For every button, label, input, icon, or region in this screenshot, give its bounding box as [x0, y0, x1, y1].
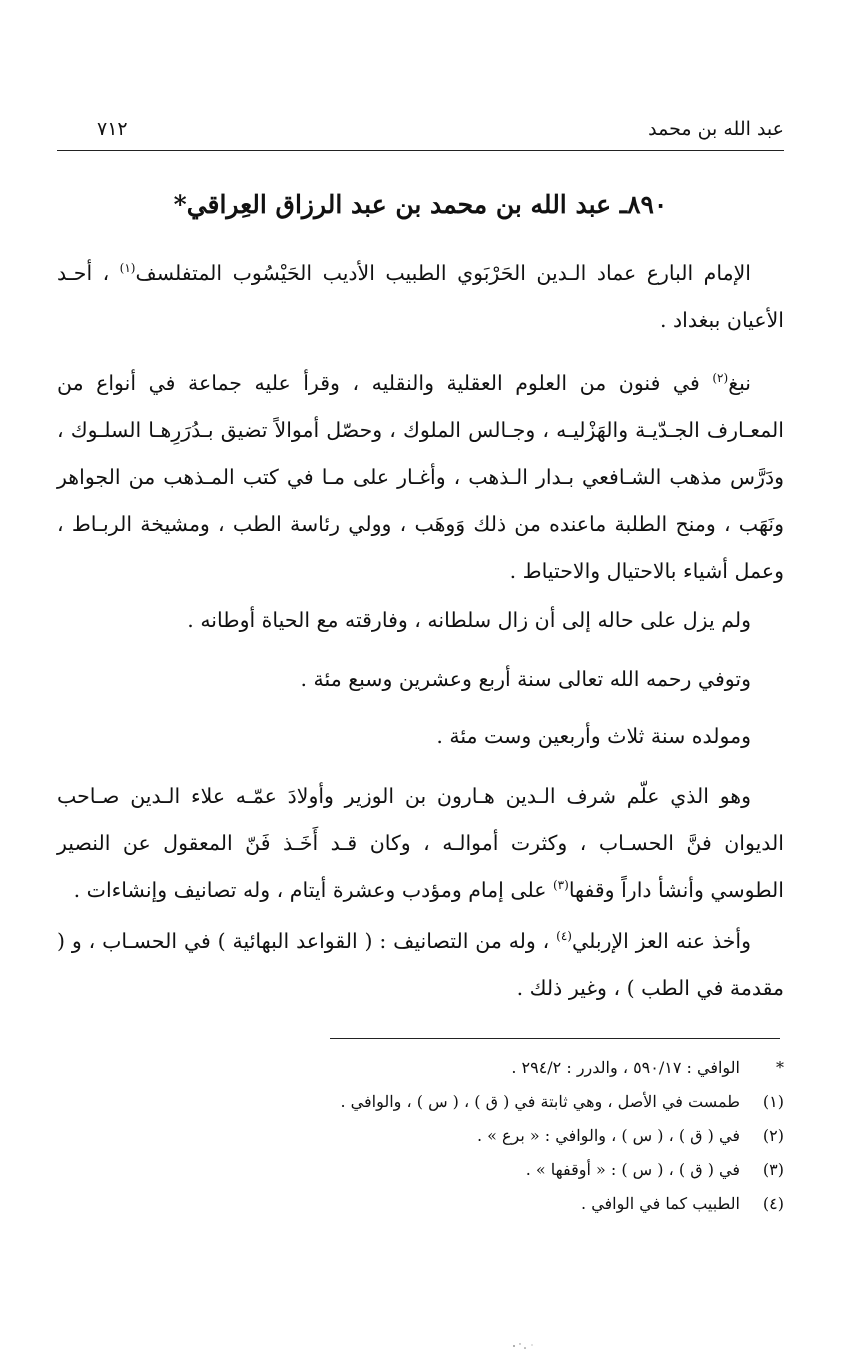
page-number: ٧١٢ — [97, 118, 128, 140]
paragraph-text: وأخذ عنه العز الإربلي — [571, 929, 751, 953]
paragraph-works — [57, 918, 784, 1012]
footnote-ref: (٢) — [712, 371, 729, 386]
scan-specks — [510, 1340, 540, 1352]
footnote-marker: * — [776, 1057, 784, 1077]
paragraph-text: في فنون من العلوم العقلية والنقليه ، وقرأ عليه جماعة في أنواع من المعـارف الجـدّيـة والهَزْليـه ، وجـالس الملوك ، وحصّل أموالاً تضيق بـدُرَرِهـا السلـوك ، ودَرَّس مذهب الشـافعي بـدار الـذهب ، وأغـار على مـا في كتب المـذهب من الجواهر ونَهَب ، ومنح الطلبة ماعنده من ذلك وَوهَب ، وولي رئاسة الطب ، ومشيخة الربـاط ، وعمل أشياء بالاحتيال والاحتياط . — [57, 371, 784, 583]
paragraph-students — [57, 773, 784, 914]
footnote-item — [84, 1084, 784, 1118]
footnote-item — [84, 1186, 784, 1220]
paragraph-decline: ولم يزل على حاله إلى أن زال سلطانه ، وفارقته مع الحياة أوطانه . — [187, 608, 751, 632]
footnote-marker: (٤) — [762, 1193, 784, 1213]
footnote-ref: (٣) — [552, 878, 569, 893]
footnote-item — [84, 1050, 784, 1084]
paragraph-birth: ومولده سنة ثلاث وأربعين وست مئة . — [436, 724, 751, 748]
running-head: عبد الله بن محمد — [648, 118, 784, 140]
paragraph-text: ، وله من التصانيف : ( القواعد البهائية ) في الحسـاب ، و ( مقدمة في الطب ) ، وغير ذلك . — [57, 929, 784, 1000]
footnote-text: الطبيب كما في الوافي . — [581, 1193, 740, 1213]
footnote-item — [84, 1118, 784, 1152]
footnotes-list — [84, 1050, 784, 1220]
paragraph-text: على إمام ومؤدب وعشرة أيتام ، وله تصانيف وإنشاءات . — [73, 878, 553, 902]
paragraph-biography-intro — [57, 250, 784, 344]
footnote-text: الوافي : ٥٩٠/١٧ ، والدرر : ٢٩٤/٢ . — [511, 1057, 740, 1077]
footnote-marker: (٣) — [762, 1159, 784, 1179]
footnote-marker: (٢) — [762, 1125, 784, 1145]
paragraph-scholarship — [57, 360, 784, 595]
paragraph-text: وهو الذي علّم شرف الـدين هـارون بن الوزير وأولادَ عمّـه علاء الـدين صـاحب الديوان فنَّ الحسـاب ، وكثرت أموالـه ، وكان قـد أَخَـذ فَنّ المعقول عن النصير الطوسي وأنشأ داراً وقفها — [57, 784, 784, 902]
paragraph-text: الإمام البارع عماد الـدين الحَرْبَوي الطبيب الأديب الحَيْسُوب المتفلسف — [135, 261, 751, 285]
page-header — [57, 112, 784, 151]
entry-title: ٨٩٠ـ عبد الله بن محمد بن عبد الرزاق العِراقي* — [173, 190, 668, 219]
footnote-ref: (١) — [119, 261, 136, 276]
paragraph-text: نبغ — [728, 371, 751, 395]
paragraph-death: وتوفي رحمه الله تعالى سنة أربع وعشرين وسبع مئة . — [300, 667, 751, 691]
paragraph-text: ، أحـد الأعيان ببغداد . — [57, 261, 784, 332]
footnote-text: في ( ق ) ، ( س ) ، والوافي : « برع » . — [476, 1125, 740, 1145]
footnote-text: في ( ق ) ، ( س ) : « أوقفها » . — [525, 1159, 740, 1179]
footnote-divider — [330, 1038, 780, 1039]
footnote-ref: (٤) — [556, 929, 572, 944]
footnote-item — [84, 1152, 784, 1186]
footnote-marker: (١) — [762, 1091, 784, 1111]
footnote-text: طمست في الأصل ، وهي ثابتة في ( ق ) ، ( س ) ، والوافي . — [340, 1091, 740, 1111]
